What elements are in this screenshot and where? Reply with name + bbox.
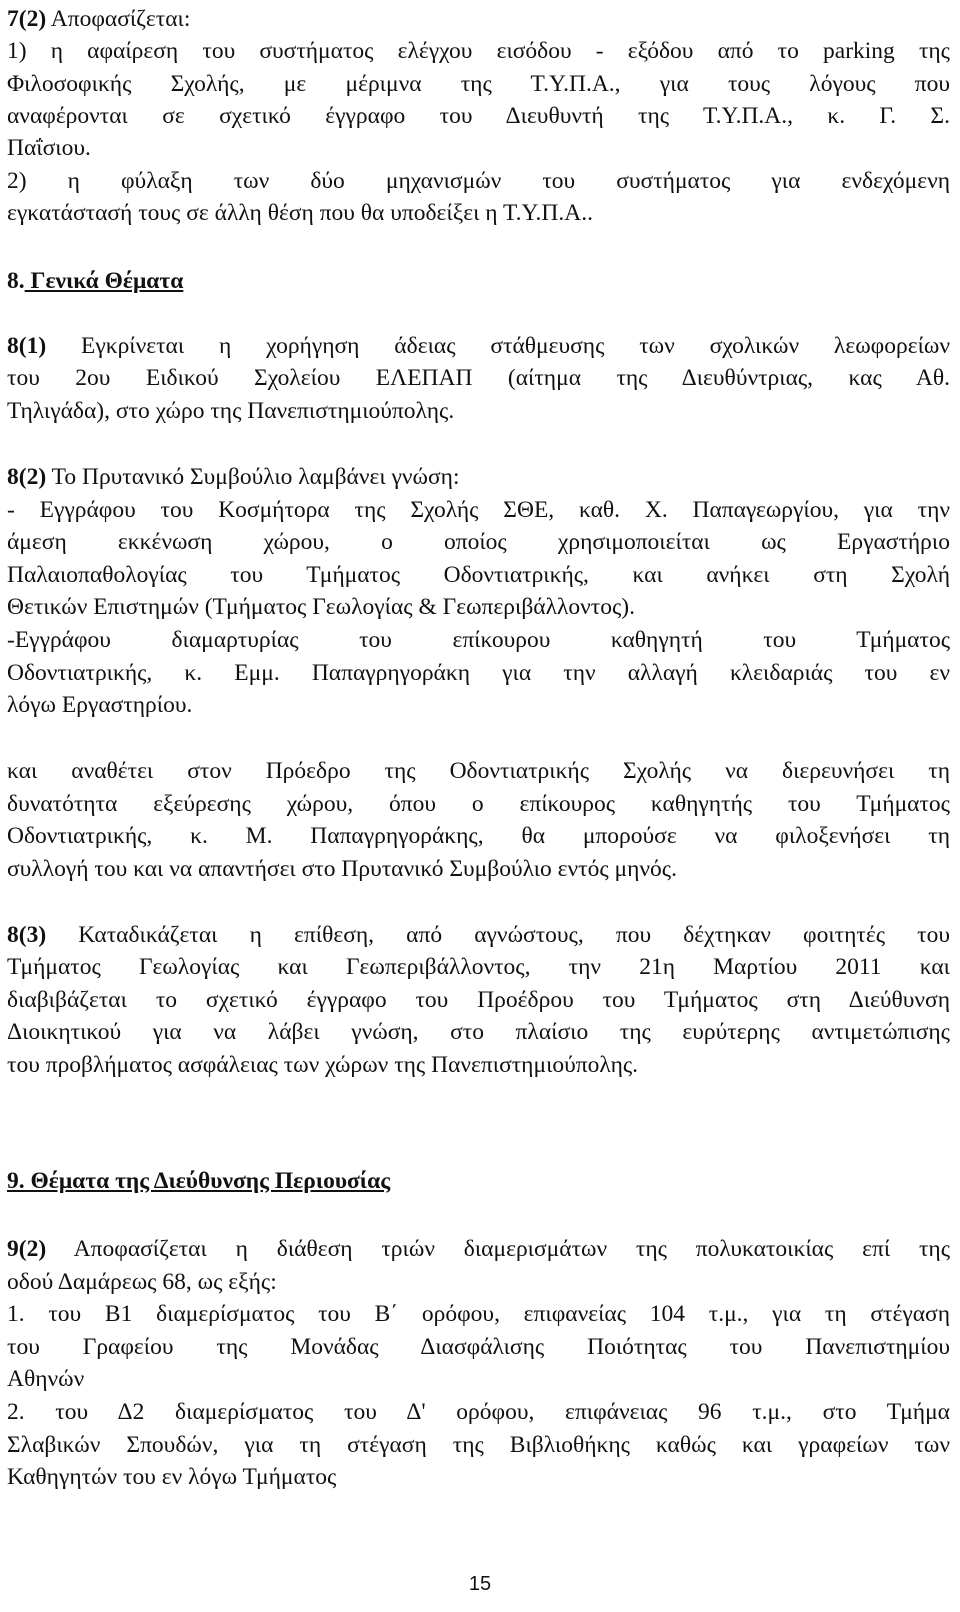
item-9-2-first-line xyxy=(7,1233,950,1266)
text-line: - Εγγράφου του Κοσμήτορα της Σχολής ΣΘΕ, καθ. Χ. Παπαγεωργίου, για την xyxy=(7,497,950,523)
item-text: Αποφασίζεται η διάθεση τριών διαμερισμάτων της πολυκατοικίας επί της xyxy=(46,1236,950,1262)
page-number: 15 xyxy=(468,1573,492,1595)
item-7-2-heading xyxy=(7,3,950,36)
section-number: 8. xyxy=(7,268,25,294)
text-line: 1) η αφαίρεση του συστήματος ελέγχου εισόδου - εξόδου από το parking της xyxy=(7,38,950,64)
text-line: Παλαιοπαθολογίας του Τμήματος Οδοντιατρικής, και ανήκει στη Σχολή xyxy=(7,562,950,588)
item-number: 9(2) xyxy=(7,1236,47,1262)
item-text: Καταδικάζεται η επίθεση, από αγνώστους, που δέχτηκαν φοιτητές του xyxy=(46,922,950,948)
text-line: 2) η φύλαξη των δύο μηχανισμών του συστήματος για ενδεχόμενη xyxy=(7,168,950,194)
text-line: Σλαβικών Σπουδών, για τη στέγαση της Βιβλιοθήκης καθώς και γραφείων των xyxy=(7,1432,950,1458)
text-line: Διοικητικού για να λάβει γνώση, στο πλαίσιο της ευρύτερης αντιμετώπισης xyxy=(7,1019,950,1045)
text-line: Αθηνών xyxy=(7,1366,85,1392)
text-line: Οδοντιατρικής, κ. Μ. Παπαγρηγοράκης, θα μπορούσε να φιλοξενήσει τη xyxy=(7,823,950,849)
item-number: 8(1) xyxy=(7,333,47,359)
item-text: Το Πρυτανικό Συμβούλιο λαμβάνει γνώση: xyxy=(46,464,460,490)
section-9-heading: 9. Θέματα της Διεύθυνσης Περιουσίας xyxy=(7,1168,391,1194)
text-line: Τμήματος Γεωλογίας και Γεωπεριβάλλοντος, την 21η Μαρτίου 2011 και xyxy=(7,954,950,980)
text-line: 1. του Β1 διαμερίσματος του Β΄ ορόφου, επιφανείας 104 τ.μ., για τη στέγαση xyxy=(7,1301,950,1327)
item-8-3-first-line xyxy=(7,919,950,952)
item-number: 7(2) xyxy=(7,6,47,32)
text-line: Παΐσιου. xyxy=(7,135,91,161)
text-line: δυνατότητα εξεύρεσης χώρου, όπου ο επίκουρος καθηγητής του Τμήματος xyxy=(7,791,950,817)
item-text: Εγκρίνεται η χορήγηση άδειας στάθμευσης των σχολικών λεωφορείων xyxy=(46,333,950,359)
text-line: Φιλοσοφικής Σχολής, με μέριμνα της Τ.Υ.Π.Α., για τους λόγους που xyxy=(7,71,950,97)
text-line: διαβιβάζεται το σχετικό έγγραφο του Προέδρου του Τμήματος στη Διεύθυνση xyxy=(7,987,950,1013)
section-8-heading xyxy=(7,265,950,298)
text-line: 2. του Δ2 διαμερίσματος του Δ' ορόφου, επιφάνειας 96 τ.μ., στο Τμήμα xyxy=(7,1399,950,1425)
item-8-2-first-line xyxy=(7,461,950,494)
text-line: του Γραφείου της Μονάδας Διασφάλισης Ποιότητας του Πανεπιστημίου xyxy=(7,1334,950,1360)
text-line: άμεση εκκένωση χώρου, ο οποίος χρησιμοποιείται ως Εργαστήριο xyxy=(7,529,950,555)
text-line: του 2ου Ειδικού Σχολείου ΕΛΕΠΑΠ (αίτημα της Διευθύντριας, κας Αθ. xyxy=(7,365,950,391)
text-line: Οδοντιατρικής, κ. Εμμ. Παπαγρηγοράκη για την αλλαγή κλειδαριάς του εν xyxy=(7,660,950,686)
text-line: αναφέρονται σε σχετικό έγγραφο του Διευθυντή της Τ.Υ.Π.Α., κ. Γ. Σ. xyxy=(7,103,950,129)
section-title: Γενικά Θέματα xyxy=(24,268,184,294)
text-line: και αναθέτει στον Πρόεδρο της Οδοντιατρικής Σχολής να διερευνήσει τη xyxy=(7,758,950,784)
text-line: οδού Δαμάρεως 68, ως εξής: xyxy=(7,1269,277,1295)
text-line: συλλογή του και να απαντήσει στο Πρυτανικό Συμβούλιο εντός μηνός. xyxy=(7,856,677,882)
item-text: Αποφασίζεται: xyxy=(46,6,191,32)
text-line: Τηλιγάδα), στο χώρο της Πανεπιστημιούπολης. xyxy=(7,398,455,424)
text-line: Θετικών Επιστημών (Τμήματος Γεωλογίας & Γεωπεριβάλλοντος). xyxy=(7,594,635,620)
text-line: εγκατάστασή τους σε άλλη θέση που θα υποδείξει η Τ.Υ.Π.Α.. xyxy=(7,200,593,226)
text-line: Καθηγητών του εν λόγω Τμήματος xyxy=(7,1464,337,1490)
item-number: 8(2) xyxy=(7,464,47,490)
text-line: λόγω Εργαστηρίου. xyxy=(7,692,193,718)
item-8-1-first-line xyxy=(7,330,950,363)
text-line: του προβλήματος ασφάλειας των χώρων της Πανεπιστημιούπολης. xyxy=(7,1052,639,1078)
item-number: 8(3) xyxy=(7,922,47,948)
text-line: -Εγγράφου διαμαρτυρίας του επίκουρου καθηγητή του Τμήματος xyxy=(7,627,950,653)
